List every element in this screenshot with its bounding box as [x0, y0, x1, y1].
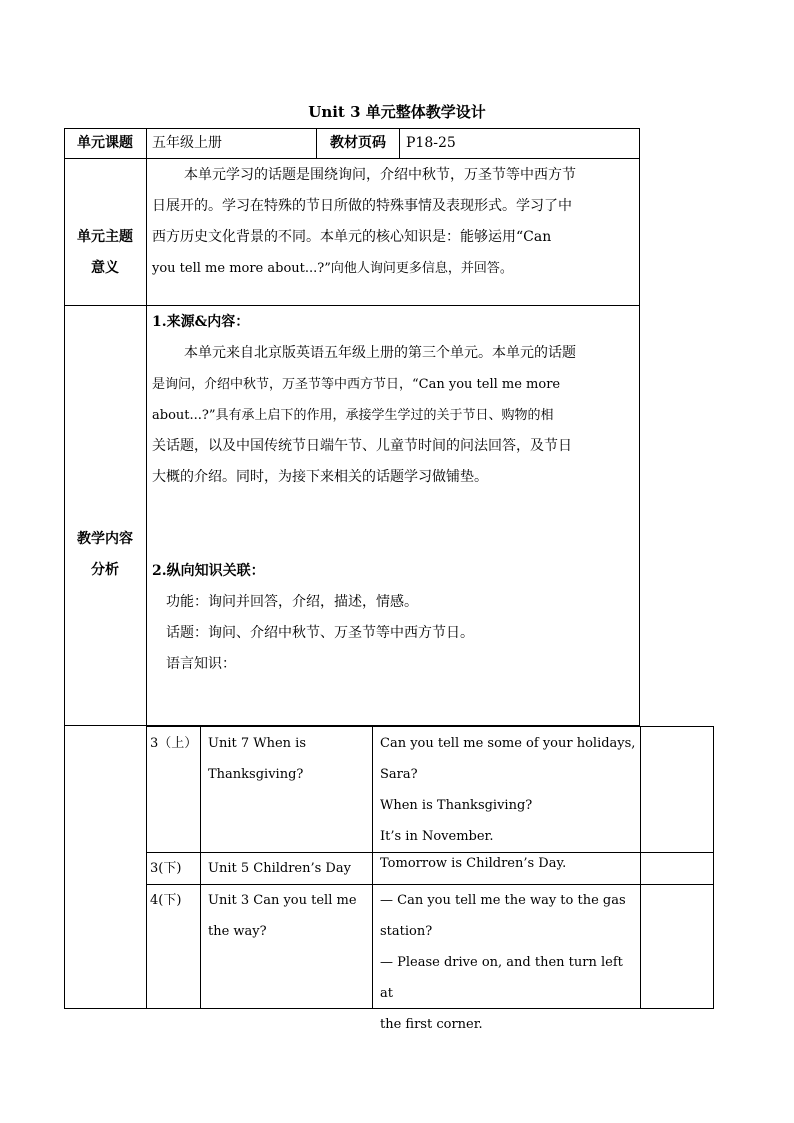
content-label-line1: 教学内容	[77, 531, 133, 547]
row1-grade: 3（上）	[150, 736, 198, 751]
theme-label-line1: 单元主题	[77, 229, 133, 245]
theme-paragraph	[152, 160, 636, 284]
row1-sentence: It’s in November.	[380, 829, 494, 844]
row3-sentence: — Can you tell me the way to the gas	[380, 893, 626, 908]
content-label	[65, 524, 145, 586]
row1-sentence: Sara?	[380, 767, 418, 782]
col-divider	[399, 128, 400, 158]
row2-unit: Unit 5 Children’s Day	[208, 861, 351, 876]
theme-line: 本单元学习的话题是围绕询问，介绍中秋节，万圣节等中西方节	[184, 167, 576, 183]
unit-topic-label: 单元课题	[77, 135, 133, 151]
section1-line: 是询问，介绍中秋节，万圣节等中西方节日，“Can you tell me more	[152, 377, 561, 392]
theme-line: you tell me more about...?”向他人询问更多信息，并回答。	[152, 261, 513, 276]
row3-grade: 4(下)	[150, 893, 182, 908]
row3-sentence: — Please drive on, and then turn left at	[380, 955, 623, 1001]
pages-value: P18-25	[406, 135, 456, 151]
row3-sentence: the first corner.	[380, 1017, 483, 1032]
section2-title: 2.纵向知识关联：	[152, 563, 265, 579]
row1-unit	[208, 728, 368, 790]
row1-sentence: When is Thanksgiving?	[380, 798, 533, 813]
row2-grade: 3(下)	[150, 861, 182, 876]
table-left-line	[64, 726, 65, 1009]
content-paragraph	[152, 307, 636, 493]
knowledge-col-divider	[200, 726, 201, 1009]
section1-title: 1.来源&内容：	[152, 314, 250, 330]
section1-line: 大概的介绍。同时，为接下来相关的话题学习做铺垫。	[152, 469, 488, 485]
row1-unit-line: Unit 7 When is	[208, 736, 307, 751]
function-line: 功能：询问并回答，介绍，描述，情感。	[166, 594, 418, 610]
col-divider	[146, 128, 147, 726]
table-bottom-line	[64, 1008, 146, 1009]
theme-line: 日展开的。学习在特殊的节日所做的特殊事情及表现形式。学习了中	[152, 198, 572, 214]
unit-topic-value: 五年级上册	[152, 135, 222, 151]
row3-unit-line: Unit 3 Can you tell me	[208, 893, 357, 908]
row1-sentences	[380, 728, 636, 852]
pages-label: 教材页码	[330, 135, 386, 151]
knowledge-col-divider	[640, 726, 641, 1009]
row3-sentence: station?	[380, 924, 433, 939]
row3-sentences	[380, 885, 636, 1040]
content-label-line2: 分析	[91, 562, 119, 578]
row1-unit-line: Thanksgiving?	[208, 767, 304, 782]
section2	[152, 556, 636, 680]
knowledge-col-divider	[372, 726, 373, 1009]
language-line: 语言知识：	[166, 656, 236, 672]
section1-line: about...?”具有承上启下的作用，承接学生学过的关于节日、购物的相	[152, 408, 554, 423]
section1-line: 本单元来自北京版英语五年级上册的第三个单元。本单元的话题	[184, 345, 576, 361]
row1-sentence: Can you tell me some of your holidays,	[380, 736, 636, 751]
row-divider	[64, 305, 640, 306]
document-title: Unit 3 单元整体教学设计	[308, 103, 486, 121]
theme-label	[65, 222, 145, 284]
theme-label-line2: 意义	[91, 260, 119, 276]
topic-line: 话题：询问、介绍中秋节、万圣节等中西方节日。	[166, 625, 474, 641]
row3-unit-line: the way?	[208, 924, 267, 939]
row3-unit	[208, 885, 368, 947]
section1-line: 关话题，以及中国传统节日端午节、儿童节时间的问法回答，及节日	[152, 438, 572, 454]
theme-line: 西方历史文化背景的不同。本单元的核心知识是：能够运用“Can	[152, 229, 552, 245]
row2-sentence: Tomorrow is Children’s Day.	[380, 856, 567, 871]
